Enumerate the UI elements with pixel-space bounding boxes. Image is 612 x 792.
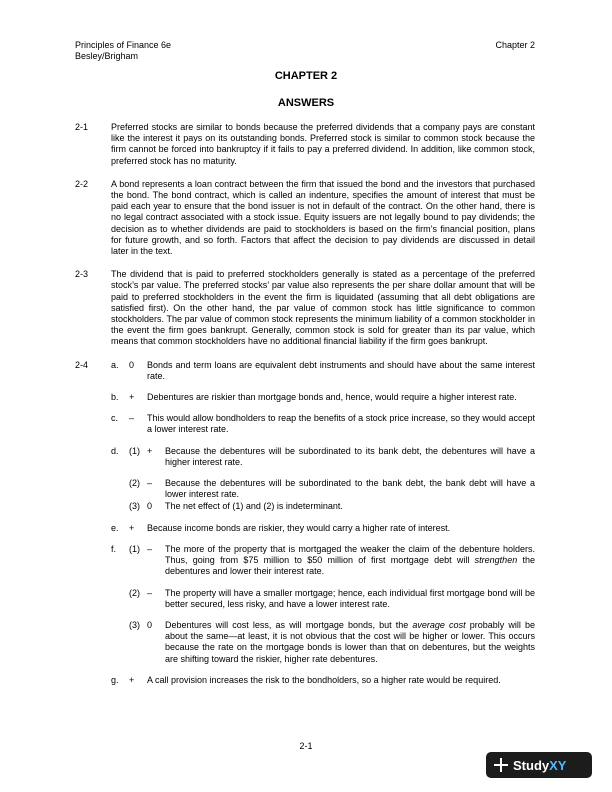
logo-suffix: XY — [549, 757, 567, 773]
subitem-text: The property will have a smaller mortgage; hence, each individual first mortgage bond will be better secured, less risky, and have a lower interest rate. — [165, 587, 535, 609]
subitem-sign: + — [147, 445, 153, 456]
text-part: probably will be about the same—at least, it is not obvious that the cost will be higher or lower. This occurs because the rate on the mortgage bonds is lower than that on debentures, but the weights are shifting toward the riskier, higher rate debentures. — [165, 619, 535, 664]
item-f-subitems — [129, 544, 535, 665]
subitem-sign: – — [147, 543, 153, 554]
subitem-text: Because the debentures will be subordinated to the bank debt, the bank debt will have a lower interest rate. — [165, 478, 535, 500]
item-text: This would allow bondholders to reap the benefits of a stock price increase, so they would accept a lower interest rate. — [147, 413, 535, 435]
answer-2-4-items — [111, 360, 535, 686]
answer-text: Preferred stocks are similar to bonds because the preferred dividends that a company pays are constant like the interest it pays on its outstanding bonds. Preferred stock is similar to common stock because the firm cannot be forced into bankruptcy if it fails to pay a preferred dividend. In addition, like common stock, preferred stock has no maturity. — [111, 122, 535, 166]
item-d — [111, 446, 535, 513]
item-letter: f. — [111, 543, 117, 554]
answer-2-3 — [75, 269, 535, 347]
item-letter: b. — [111, 392, 119, 403]
answer-number: 2-2 — [75, 178, 89, 189]
item-sign: + — [129, 674, 135, 685]
answer-2-4 — [75, 360, 535, 686]
subitem-number: (2) — [129, 587, 140, 598]
subitem-d1 — [129, 446, 535, 468]
logo-brand: Study — [513, 757, 550, 773]
subitem-f1 — [129, 544, 535, 578]
emphasized-text: average cost — [412, 619, 466, 630]
subitem-number: (2) — [129, 478, 140, 489]
item-letter: g. — [111, 674, 119, 685]
subitem-text: Because the debentures will be subordinated to its bank debt, the debentures will have a higher interest rate. — [165, 445, 535, 467]
item-e — [111, 523, 535, 534]
subitem-text — [165, 620, 535, 665]
chapter-title: CHAPTER 2 — [274, 70, 338, 82]
item-sign: – — [129, 413, 135, 424]
item-text: Bonds and term loans are equivalent debt instruments and should have about the same interest rate. — [147, 359, 535, 381]
page-number: 2-1 — [299, 741, 313, 751]
answer-text: The dividend that is paid to preferred stockholders generally is stated as a percentage of the preferred stock’s par value. The preferred stocks’ par value also represents the per share dollar amount that will be paid to preferred stockholders in the event the firm is liquidated (assuming that all debt obligations are satisfied first). On the other hand, the par value of common stock has little significance to common stockholders. The par value of common stock represents the minimum liability of a common stockholder in the event the firm goes bankrupt. Generally, common stock is sold for greater than its par value, which means that common stockholders have no additional financial liability if the firm goes bankrupt. — [111, 269, 535, 347]
item-text: Because income bonds are riskier, they would carry a higher rate of interest. — [147, 522, 451, 533]
subitem-f3 — [129, 620, 535, 665]
item-letter: a. — [111, 359, 119, 370]
subitem-sign: 0 — [147, 619, 153, 630]
subitem-number: (3) — [129, 619, 140, 630]
subitem-number: (1) — [129, 543, 140, 554]
answer-number: 2-4 — [75, 359, 89, 370]
subitem-text — [165, 544, 535, 578]
subitem-d2 — [129, 478, 535, 500]
chapter-label: Chapter 2 — [495, 40, 535, 50]
item-letter: d. — [111, 445, 119, 456]
answer-number: 2-3 — [75, 269, 89, 280]
item-text: A call provision increases the risk to the bondholders, so a higher rate would be required. — [147, 674, 501, 685]
subitem-sign: – — [147, 478, 153, 489]
text-part: The more of the property that is mortgaged the weaker the claim of the debenture holders. Thus, going from $75 million to $50 million of first mortgage debt will — [165, 543, 535, 566]
answer-2-2 — [75, 179, 535, 257]
answer-2-1 — [75, 122, 535, 167]
item-sign: + — [129, 522, 135, 533]
section-title: ANSWERS — [277, 97, 335, 109]
text-part: the debentures and lower their interest rate. — [165, 555, 535, 577]
answer-number: 2-1 — [75, 122, 89, 132]
plus-icon — [494, 758, 508, 772]
item-letter: c. — [111, 413, 119, 424]
text-part: Debentures will cost less, as will mortgage bonds, but the — [165, 619, 413, 630]
subitem-d3 — [129, 501, 535, 512]
subitem-number: (3) — [129, 501, 140, 512]
emphasized-text: strengthen — [474, 555, 518, 566]
book-authors: Besley/Brigham — [75, 51, 139, 61]
item-g — [111, 675, 535, 686]
subitem-sign: 0 — [147, 501, 153, 512]
studyxy-logo — [486, 752, 592, 778]
subitem-f2 — [129, 588, 535, 610]
item-letter: e. — [111, 522, 119, 533]
item-sign: 0 — [129, 359, 135, 370]
subitem-number: (1) — [129, 445, 140, 456]
subitem-sign: – — [147, 587, 153, 598]
item-sign: + — [129, 392, 135, 403]
item-d-subitems — [129, 446, 535, 513]
item-text: Debentures are riskier than mortgage bonds and, hence, would require a higher interest rate. — [147, 392, 517, 403]
item-f — [111, 544, 535, 665]
item-b — [111, 392, 535, 403]
item-c — [111, 413, 535, 435]
answers-body — [75, 122, 535, 686]
answer-text: A bond represents a loan contract between the firm that issued the bond and the investors that purchased the bond. The bond contract, which is called an indenture, specifies the amount of interest that must be paid each year to ensure that the bond issuer is not in default of the contract. On the other hand, there is no legal contract associated with a stock issue. Equity issuers are not legally bound to pay dividends; the decision as to whether dividends are paid to stockholders is based on the firm’s financial position, plans for future growth, and so forth. Factors that affect the decision to pay dividends are discussed in detail later in the text. — [111, 178, 535, 257]
item-a — [111, 360, 535, 382]
book-title: Principles of Finance 6e — [75, 40, 172, 50]
running-header-left — [75, 40, 171, 62]
subitem-text: The net effect of (1) and (2) is indeterminant. — [165, 501, 343, 512]
